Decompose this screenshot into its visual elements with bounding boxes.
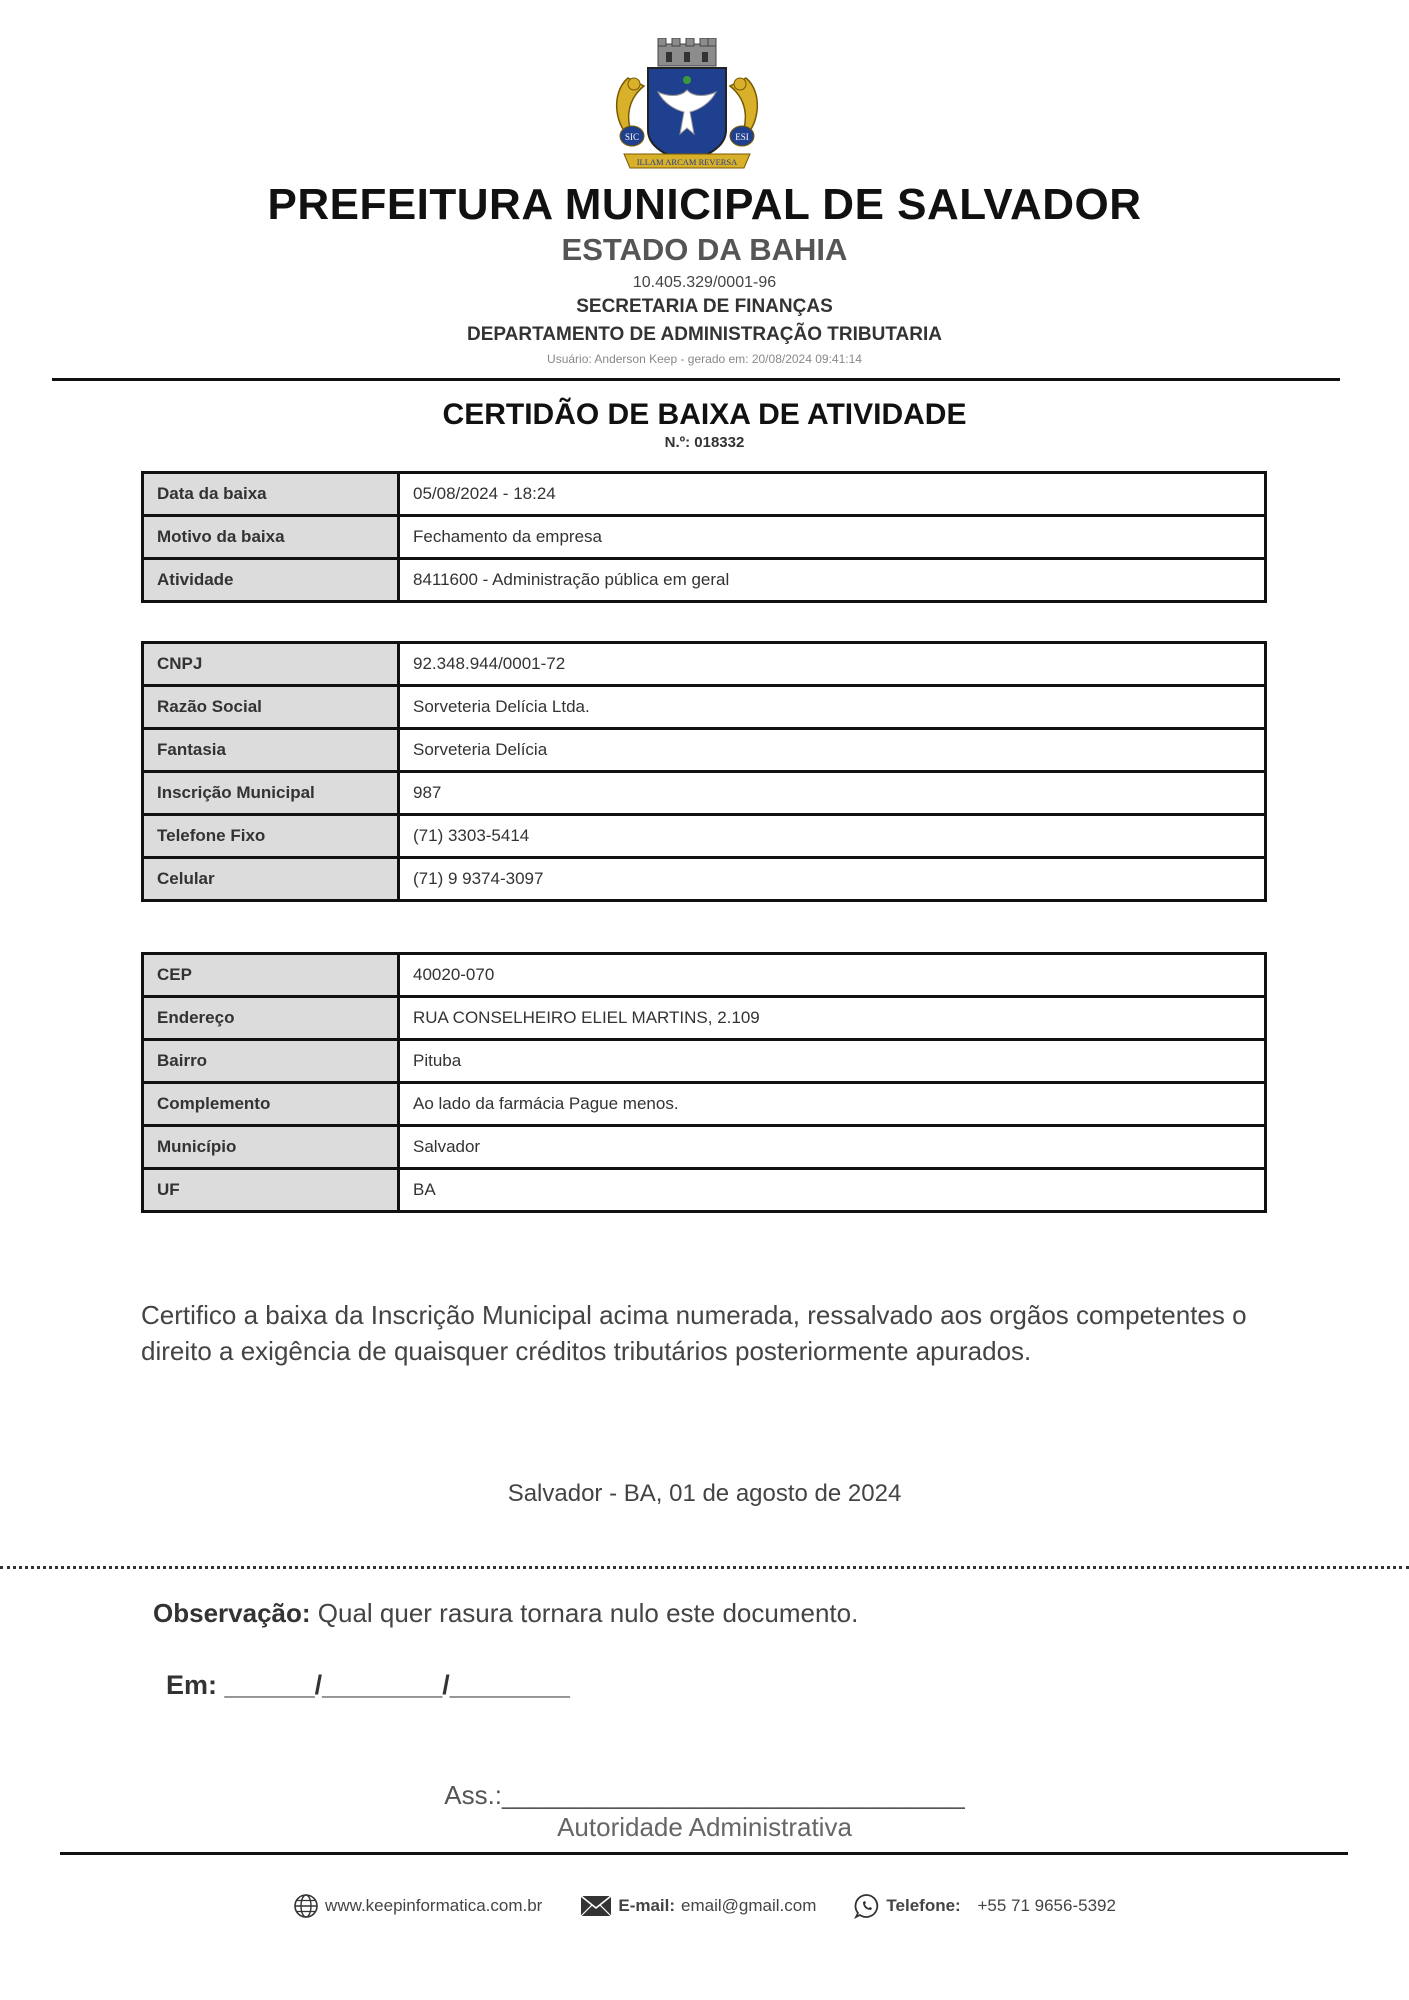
phone-label: Telefone: (886, 1896, 961, 1915)
table-row (143, 473, 1266, 516)
field-label: Telefone Fixo (143, 815, 399, 858)
table-row (143, 1040, 1266, 1083)
field-label: Complemento (143, 1083, 399, 1126)
field-label: CNPJ (143, 643, 399, 686)
certification-text: Certifico a baixa da Inscrição Municipal acima numerada, ressalvado aos orgãos competentes o direito a exigência de quaisquer créditos tributários posteriormente apurados. (141, 1300, 1247, 1366)
secretariat-name: SECRETARIA DE FINANÇAS (576, 296, 833, 317)
footer (0, 1893, 1409, 1919)
phone-text: +55 71 9656-5392 (977, 1896, 1116, 1915)
table-row (143, 559, 1266, 602)
institution-title: PREFEITURA MUNICIPAL DE SALVADOR (267, 180, 1142, 229)
date-fill-line: Em: ______/________/________ (166, 1670, 570, 1700)
table-row (143, 954, 1266, 997)
field-value: BA (399, 1169, 1266, 1212)
footer-email[interactable] (580, 1895, 816, 1917)
field-label: Município (143, 1126, 399, 1169)
table-row (143, 516, 1266, 559)
globe-icon (293, 1893, 319, 1919)
observation-label: Observação: (153, 1598, 311, 1628)
field-value: 92.348.944/0001-72 (399, 643, 1266, 686)
footer-divider (60, 1852, 1348, 1855)
header-divider (52, 378, 1340, 381)
coat-of-arms-logo (610, 38, 764, 178)
field-value: (71) 3303-5414 (399, 815, 1266, 858)
footer-phone[interactable] (854, 1893, 1116, 1919)
envelope-icon (580, 1895, 612, 1917)
field-value: Sorveteria Delícia Ltda. (399, 686, 1266, 729)
svg-text:ESI: ESI (735, 132, 749, 142)
field-label: Atividade (143, 559, 399, 602)
table-row (143, 772, 1266, 815)
table-row (143, 686, 1266, 729)
observation (153, 1598, 858, 1629)
department-name: DEPARTAMENTO DE ADMINISTRAÇÃO TRIBUTARIA (467, 324, 942, 345)
field-label: Bairro (143, 1040, 399, 1083)
signature-line: Ass.:________________________________ (444, 1780, 965, 1810)
document-number: N.º: 018332 (664, 434, 745, 451)
field-value: Pituba (399, 1040, 1266, 1083)
table-row (143, 643, 1266, 686)
field-label: Motivo da baixa (143, 516, 399, 559)
table-row (143, 858, 1266, 901)
field-label: Endereço (143, 997, 399, 1040)
table-row (143, 1083, 1266, 1126)
field-label: UF (143, 1169, 399, 1212)
baixa-table (141, 471, 1267, 603)
field-value: Fechamento da empresa (399, 516, 1266, 559)
field-value: Sorveteria Delícia (399, 729, 1266, 772)
field-value: 40020-070 (399, 954, 1266, 997)
document-title: CERTIDÃO DE BAIXA DE ATIVIDADE (442, 398, 967, 431)
field-value: Ao lado da farmácia Pague menos. (399, 1083, 1266, 1126)
address-table (141, 952, 1267, 1213)
field-label: Fantasia (143, 729, 399, 772)
generated-by-line: Usuário: Anderson Keep - gerado em: 20/08/2024 09:41:14 (547, 352, 862, 366)
field-value: (71) 9 9374-3097 (399, 858, 1266, 901)
field-value: Salvador (399, 1126, 1266, 1169)
svg-text:SIC: SIC (624, 132, 640, 142)
field-value: 8411600 - Administração pública em geral (399, 559, 1266, 602)
authority-label: Autoridade Administrativa (557, 1812, 852, 1842)
table-row (143, 997, 1266, 1040)
observation-text: Qual quer rasura tornara nulo este documento. (317, 1598, 859, 1628)
field-value: 05/08/2024 - 18:24 (399, 473, 1266, 516)
field-label: CEP (143, 954, 399, 997)
svg-text:ILLAM ARCAM REVERSA: ILLAM ARCAM REVERSA (636, 157, 738, 167)
table-row (143, 1126, 1266, 1169)
institution-cnpj: 10.405.329/0001-96 (632, 274, 777, 291)
table-row (143, 729, 1266, 772)
whatsapp-icon (854, 1893, 880, 1919)
place-date: Salvador - BA, 01 de agosto de 2024 (507, 1480, 902, 1507)
field-label: Razão Social (143, 686, 399, 729)
field-value: RUA CONSELHEIRO ELIEL MARTINS, 2.109 (399, 997, 1266, 1040)
field-label: Celular (143, 858, 399, 901)
email-text: email@gmail.com (681, 1896, 817, 1915)
field-label: Inscrição Municipal (143, 772, 399, 815)
dotted-divider (0, 1566, 1409, 1569)
footer-website[interactable] (293, 1893, 542, 1919)
website-text: www.keepinformatica.com.br (325, 1896, 543, 1915)
company-table (141, 641, 1267, 902)
table-row (143, 815, 1266, 858)
field-value: 987 (399, 772, 1266, 815)
email-label: E-mail: (618, 1896, 676, 1915)
state-name: ESTADO DA BAHIA (561, 232, 848, 267)
table-row (143, 1169, 1266, 1212)
field-label: Data da baixa (143, 473, 399, 516)
